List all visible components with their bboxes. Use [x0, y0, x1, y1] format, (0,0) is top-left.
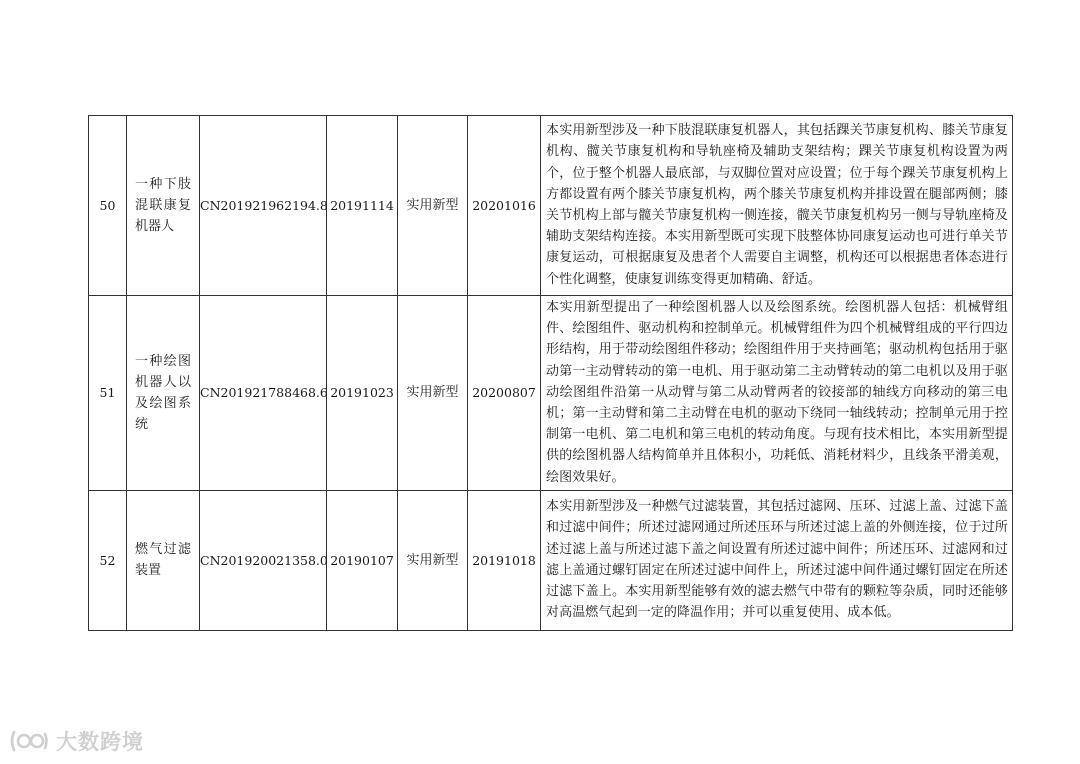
patent-name: 一种下肢混联康复机器人	[127, 116, 200, 296]
watermark-text: 大数跨境	[56, 730, 144, 754]
application-date: 20191023	[327, 296, 398, 491]
patent-type: 实用新型	[398, 116, 468, 296]
patent-abstract: 本实用新型涉及一种燃气过滤装置，其包括过滤网、压环、过滤上盖、过滤下盖和过滤中间件；所述过滤网通过所述压环与所述过滤上盖的外侧连接，位于过所述过滤上盖与所述过滤下盖之间设置有所述过滤中间件；所述压环、过滤网和过滤上盖通过螺钉固定在所述过滤中间件上，所述过滤中间件通过螺钉固定在所述过滤下盖上。本实用新型能够有效的滤去燃气中带有的颗粒等杂质，同时还能够对高温燃气起到一定的降温作用；并可以重复使用、成本低。	[541, 490, 1013, 630]
row-number: 52	[89, 490, 127, 630]
row-number: 51	[89, 296, 127, 491]
publication-date: 20201016	[468, 116, 541, 296]
application-date: 20190107	[327, 490, 398, 630]
publication-date: 20191018	[468, 490, 541, 630]
application-number: CN201920021358.0	[200, 490, 327, 630]
table-row	[89, 296, 1013, 491]
watermark	[8, 724, 144, 758]
patent-type: 实用新型	[398, 490, 468, 630]
patent-abstract: 本实用新型提出了一种绘图机器人以及绘图系统。绘图机器人包括：机械臂组件、绘图组件、驱动机构和控制单元。机械臂组件为四个机械臂组成的平行四边形结构，用于带动绘图组件移动；绘图组件用于夹持画笔；驱动机构包括用于驱动第一主动臂转动的第一电机、用于驱动第二主动臂转动的第二电机以及用于驱动绘图组件沿第一从动臂与第二从动臂两者的铰接部的轴线方向移动的第三电机；第一主动臂和第二主动臂在电机的驱动下绕同一轴线转动；控制单元用于控制第一电机、第二电机和第三电机的转动角度。与现有技术相比，本实用新型提供的绘图机器人结构简单并且体积小，功耗低、消耗材料少，且线条平滑美观，绘图效果好。	[541, 296, 1013, 491]
patent-abstract: 本实用新型涉及一种下肢混联康复机器人，其包括踝关节康复机构、膝关节康复机构、髋关节康复机构和导轨座椅及辅助支架结构；踝关节康复机构设置为两个，位于整个机器人最底部，与双脚位置对应设置；位于每个踝关节康复机构上方都设置有两个膝关节康复机构，两个膝关节康复机构并排设置在腿部两侧；膝关节机构上部与髋关节康复机构一侧连接，髋关节康复机构另一侧与导轨座椅及辅助支架结构连接。本实用新型既可实现下肢整体协同康复运动也可进行单关节康复运动，可根据康复及患者个人需要自主调整，机构还可以根据患者体态进行个性化调整，使康复训练变得更加精确、舒适。	[541, 116, 1013, 296]
row-number: 50	[89, 116, 127, 296]
publication-date: 20200807	[468, 296, 541, 491]
patent-name: 燃气过滤装置	[127, 490, 200, 630]
table-row	[89, 490, 1013, 630]
patent-name: 一种绘图机器人以及绘图系统	[127, 296, 200, 491]
brand-logo-icon	[8, 726, 50, 756]
application-date: 20191114	[327, 116, 398, 296]
patent-type: 实用新型	[398, 296, 468, 491]
patent-table	[88, 115, 1013, 631]
application-number: CN201921788468.6	[200, 296, 327, 491]
table-row	[89, 116, 1013, 296]
application-number: CN201921962194.8	[200, 116, 327, 296]
